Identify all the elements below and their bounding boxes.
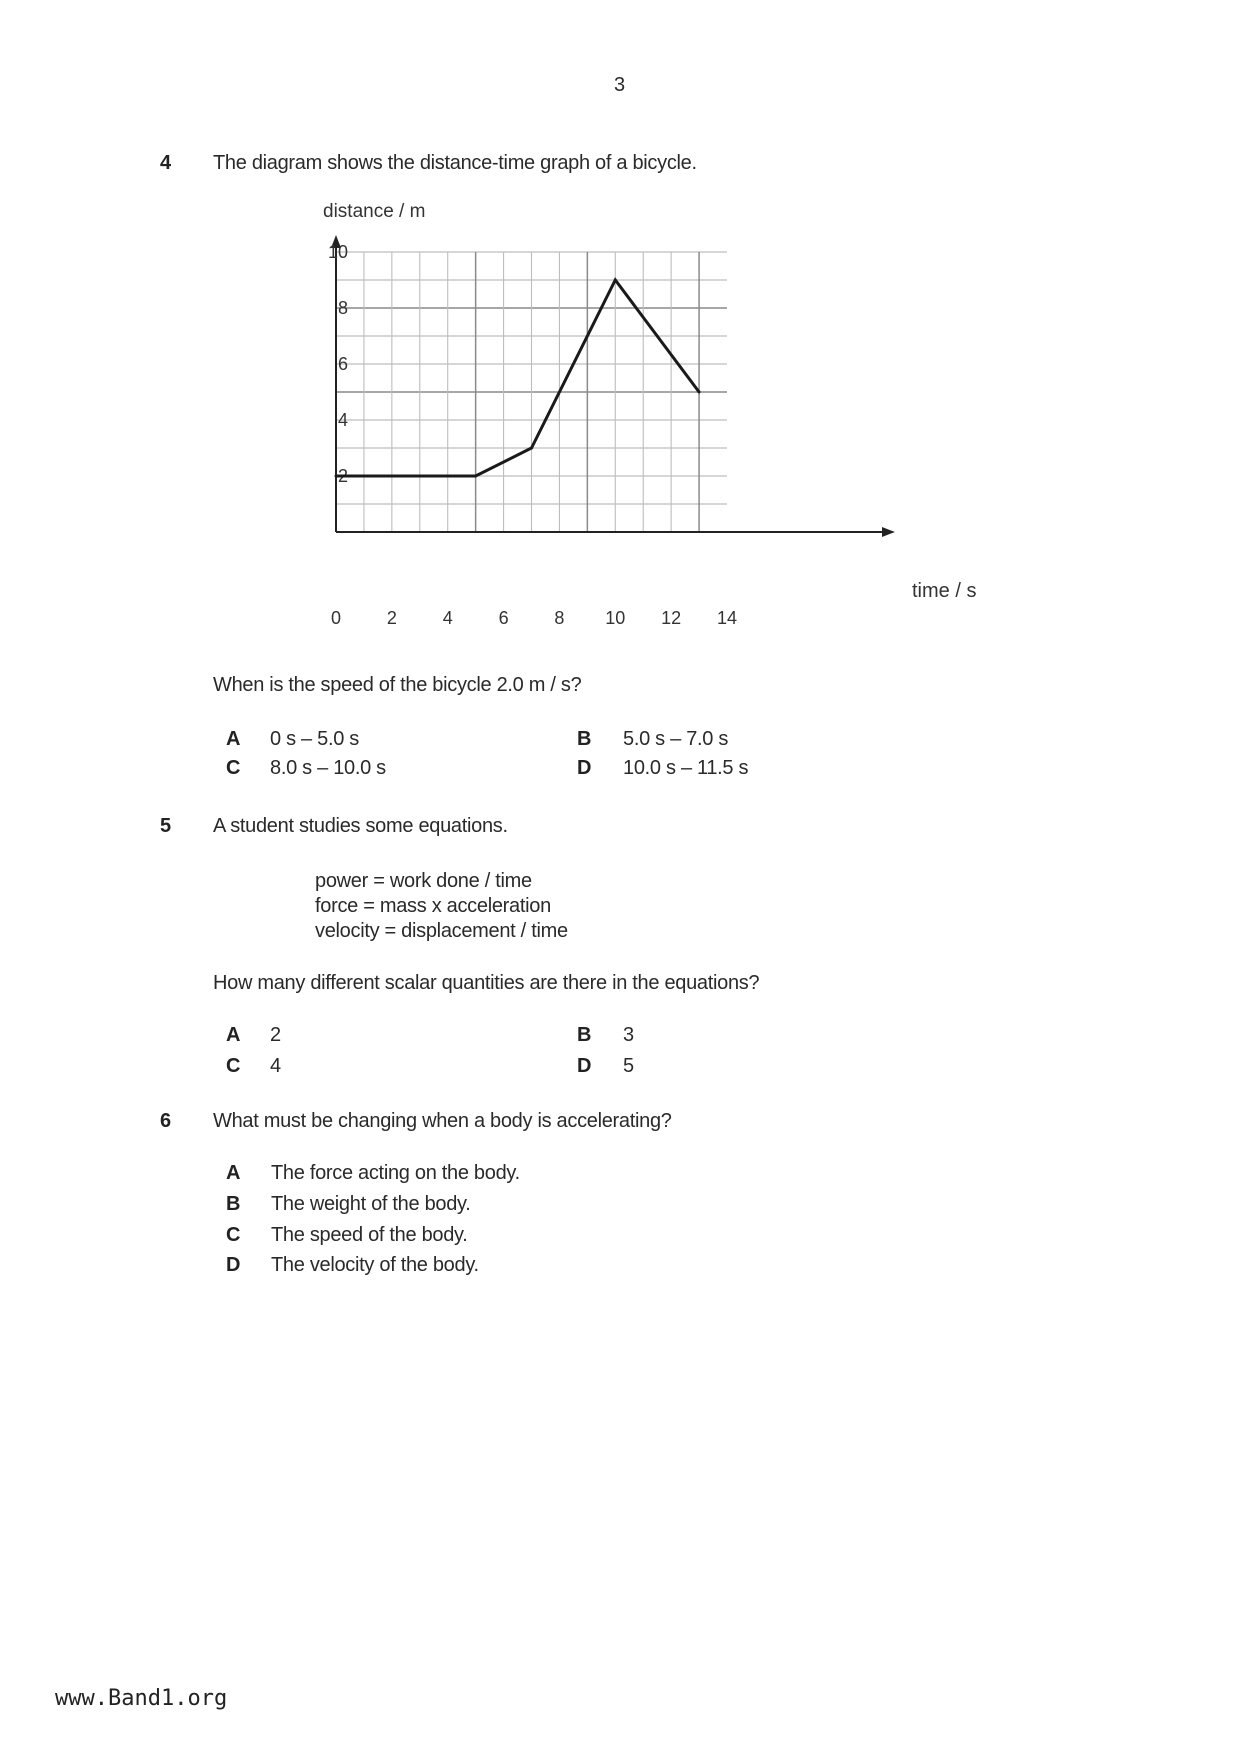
- q4-option-d-text[interactable]: 10.0 s – 11.5 s: [623, 757, 749, 779]
- q4-option-c-text[interactable]: 8.0 s – 10.0 s: [270, 757, 386, 779]
- y-tick-label: 8: [337, 298, 348, 318]
- q4-option-d-letter: D: [577, 757, 592, 779]
- data-point: [698, 391, 701, 394]
- data-point: [530, 447, 533, 450]
- q5-option-c-text[interactable]: 4: [270, 1055, 281, 1077]
- q4-option-a-text[interactable]: 0 s – 5.0 s: [270, 728, 359, 750]
- q6-option-c-letter: C: [226, 1224, 241, 1246]
- footer-url: www.Band1.org: [55, 1686, 228, 1711]
- equation-velocity: velocity = displacement / time: [315, 920, 568, 942]
- x-tick-label: 8: [554, 608, 565, 628]
- q5-option-b-letter: B: [577, 1024, 592, 1046]
- question-6-text: What must be changing when a body is accelerating?: [213, 1110, 672, 1132]
- q4-option-a-letter: A: [226, 728, 241, 750]
- x-axis-label: time / s: [912, 580, 977, 602]
- y-tick-label: 4: [337, 410, 348, 430]
- y-axis-label: distance / m: [323, 201, 426, 222]
- x-tick-label: 2: [386, 608, 397, 628]
- q6-option-c-text[interactable]: The speed of the body.: [271, 1224, 468, 1246]
- data-point: [474, 475, 477, 478]
- q6-option-b-letter: B: [226, 1193, 241, 1215]
- y-tick-label: 10: [327, 242, 348, 262]
- q4-option-b-text[interactable]: 5.0 s – 7.0 s: [623, 728, 729, 750]
- x-tick-label: 10: [605, 608, 626, 628]
- y-tick-label: 6: [337, 354, 348, 374]
- question-5-prompt: How many different scalar quantities are there in the equations?: [213, 972, 760, 994]
- question-4-number: 4: [160, 152, 172, 174]
- y-tick-label: 2: [337, 466, 348, 486]
- q6-option-d-letter: D: [226, 1254, 241, 1276]
- q6-option-b-text[interactable]: The weight of the body.: [271, 1193, 471, 1215]
- question-5-text: A student studies some equations.: [213, 815, 508, 837]
- data-point: [335, 475, 338, 478]
- series-line-bicycle: [336, 280, 699, 476]
- question-4-prompt: When is the speed of the bicycle 2.0 m / s?: [213, 674, 582, 696]
- question-5-number: 5: [160, 815, 172, 837]
- equation-force: force = mass x acceleration: [315, 895, 551, 917]
- q5-option-d-text[interactable]: 5: [623, 1055, 634, 1077]
- distance-time-chart: [0, 0, 1239, 660]
- q5-option-a-letter: A: [226, 1024, 241, 1046]
- question-4-text: The diagram shows the distance-time graph of a bicycle.: [213, 152, 697, 174]
- q5-option-c-letter: C: [226, 1055, 241, 1077]
- x-tick-label: 6: [498, 608, 509, 628]
- x-tick-label: 14: [716, 608, 738, 628]
- q5-option-a-text[interactable]: 2: [270, 1024, 281, 1046]
- x-tick-label: 0: [330, 608, 342, 628]
- chart-grid: [336, 252, 727, 532]
- x-tick-label: 4: [442, 608, 453, 628]
- chart-tick-labels: [328, 242, 737, 628]
- q6-option-a-letter: A: [226, 1162, 241, 1184]
- page-number: 3: [613, 74, 626, 96]
- equation-power: power = work done / time: [315, 870, 532, 892]
- q5-option-d-letter: D: [577, 1055, 592, 1077]
- q5-option-b-text[interactable]: 3: [623, 1024, 634, 1046]
- q6-option-d-text[interactable]: The velocity of the body.: [271, 1254, 479, 1276]
- data-point: [614, 279, 617, 282]
- q6-option-a-text[interactable]: The force acting on the body.: [271, 1162, 520, 1184]
- q4-option-c-letter: C: [226, 757, 241, 779]
- x-axis-arrow-icon: [882, 527, 895, 537]
- q4-option-b-letter: B: [577, 728, 592, 750]
- question-6-number: 6: [160, 1110, 172, 1132]
- x-tick-label: 12: [661, 608, 682, 628]
